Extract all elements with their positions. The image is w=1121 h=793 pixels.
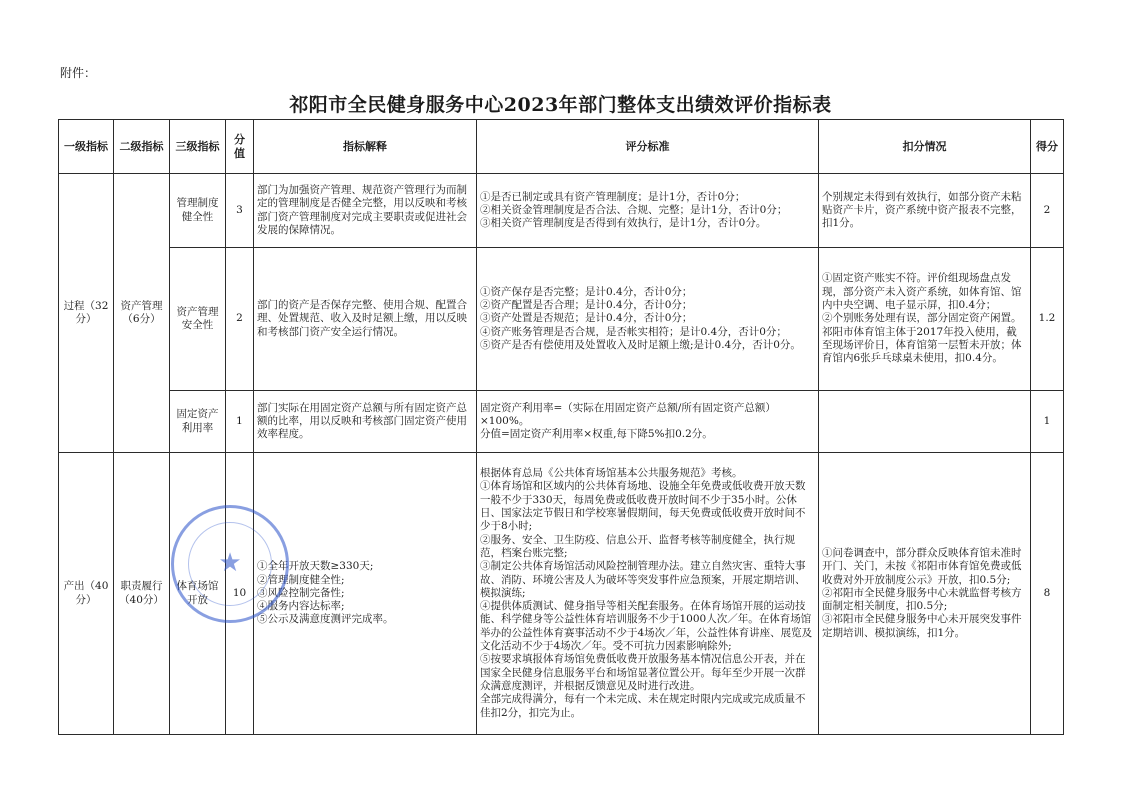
explanation-line: ①全年开放天数≥330天; bbox=[257, 560, 374, 573]
criteria-line: ①是否已制定或具有资产管理制度；是计1分，否计0分； bbox=[480, 190, 746, 203]
table-row bbox=[59, 248, 1064, 391]
table-row bbox=[59, 174, 1064, 248]
output-level2: 职责履行（40分） bbox=[114, 453, 170, 735]
deduction-cell bbox=[819, 248, 1031, 391]
criteria-line: ⑤资产是否有偿使用及处置收入及时足额上缴;是计0.4分，否计0分。 bbox=[480, 338, 801, 351]
level3-cell: 体育场馆开放 bbox=[170, 453, 226, 735]
attachment-label: 附件： bbox=[60, 66, 97, 80]
criteria-line: ②服务、安全、卫生防疫、信息公开、监督考核等制度健全，执行规范，档案台账完整; bbox=[480, 533, 795, 559]
level3-cell: 管理制度健全性 bbox=[170, 174, 226, 248]
explanation-line: ③风险控制完备性; bbox=[257, 586, 345, 599]
process-level1: 过程（32分） bbox=[59, 174, 114, 453]
output-level1: 产出（40分） bbox=[59, 453, 114, 735]
header-criteria: 评分标准 bbox=[477, 120, 819, 174]
criteria-line: ⑤按要求填报体育场馆免费低收费开放服务基本情况信息公开表，并在国家全民健身信息服务平台和场馆显著位置公开。每年至少开展一次群众满意度测评，并根据反馈意见及时进行改进。 bbox=[480, 653, 806, 692]
header-got: 得分 bbox=[1031, 120, 1064, 174]
criteria-line: ③相关资产管理制度是否得到有效执行，是计1分，否计0分。 bbox=[480, 217, 767, 230]
deduction-line: ③祁阳市全民健身服务中心未开展突发事件定期培训、模拟演练，扣1分。 bbox=[822, 613, 1022, 639]
deduction-cell bbox=[819, 391, 1031, 453]
explanation-line: ②管理制度健全性; bbox=[257, 573, 345, 586]
got-cell: 2 bbox=[1031, 174, 1064, 248]
explanation-cell: 部门的资产是否保存完整、使用合规、配置合理、处置规范、收入及时足额上缴，用以反映和考核部门资产安全运行情况。 bbox=[254, 248, 477, 391]
score-cell: 1 bbox=[226, 391, 254, 453]
criteria-line: ④资产账务管理是否合规，是否帐实相符；是计0.4分，否计0分； bbox=[480, 325, 787, 338]
header-explanation: 指标解释 bbox=[254, 120, 477, 174]
criteria-cell bbox=[477, 248, 819, 391]
criteria-line: 分值=固定资产利用率×权重,每下降5%扣0.2分。 bbox=[480, 428, 713, 441]
document-title: 祁阳市全民健身服务中心2023年部门整体支出绩效评价指标表 bbox=[289, 94, 832, 116]
deduction-cell: 个别规定未得到有效执行，如部分资产未粘贴资产卡片，资产系统中资产报表不完整，扣1分。 bbox=[819, 174, 1031, 248]
score-cell: 10 bbox=[226, 453, 254, 735]
criteria-line: ②资产配置是否合理；是计0.4分，否计0分； bbox=[480, 299, 693, 312]
criteria-cell bbox=[477, 453, 819, 735]
explanation-line: ④服务内容达标率; bbox=[257, 600, 345, 613]
header-level2: 二级指标 bbox=[114, 120, 170, 174]
header-deduction: 扣分情况 bbox=[819, 120, 1031, 174]
deduction-cell bbox=[819, 453, 1031, 735]
criteria-line: ④提供体质测试、健身指导等相关配套服务。在体育场馆开展的运动技能、科学健身等公益性体育培训服务不少于1000人次／年。在体育场馆举办的公益性体育赛事活动不少于4场次／年，公益性体育讲座、展览及文化活动不少于4场次／年。受不可抗力因素影响除外; bbox=[480, 600, 813, 653]
criteria-line: ③资产处置是否规范；是计0.4分，否计0分； bbox=[480, 312, 693, 325]
criteria-line: 固定资产利用率=（实际在用固定资产总额/所有固定资产总额）×100%。 bbox=[480, 401, 776, 427]
deduction-line: ②祁阳市全民健身服务中心未就监督考核方面制定相关制度，扣0.5分; bbox=[822, 586, 1022, 613]
criteria-cell bbox=[477, 391, 819, 453]
header-score: 分值 bbox=[226, 120, 254, 174]
got-cell: 1 bbox=[1031, 391, 1064, 453]
score-cell: 2 bbox=[226, 248, 254, 391]
level3-cell: 固定资产利用率 bbox=[170, 391, 226, 453]
criteria-line: 全部完成得满分，每有一个未完成、未在规定时限内完成或完成质量不佳扣2分，扣完为止。 bbox=[480, 693, 806, 719]
seal-star-icon: ★ bbox=[218, 548, 242, 578]
got-cell: 1.2 bbox=[1031, 248, 1064, 391]
explanation-cell: 部门实际在用固定资产总额与所有固定资产总额的比率，用以反映和考核部门固定资产使用效率程度。 bbox=[254, 391, 477, 453]
table-header-row bbox=[59, 120, 1064, 174]
score-cell: 3 bbox=[226, 174, 254, 248]
process-level2: 资产管理（6分） bbox=[114, 174, 170, 453]
deduction-line: ①固定资产账实不符。评价组现场盘点发现，部分资产未入资产系统，如体育馆、馆内中央空调、电子显示屏，扣0.4分； bbox=[822, 272, 1022, 312]
explanation-line: ⑤公示及满意度测评完成率。 bbox=[257, 613, 394, 626]
table-row bbox=[59, 391, 1064, 453]
criteria-line: ①资产保存是否完整；是计0.4分，否计0分； bbox=[480, 285, 693, 298]
evaluation-table bbox=[58, 119, 1064, 735]
header-level3: 三级指标 bbox=[170, 120, 226, 174]
criteria-cell bbox=[477, 174, 819, 248]
criteria-line: 根据体育总局《公共体育场馆基本公共服务规范》考核。 bbox=[480, 467, 743, 480]
deduction-line: ①问卷调查中，部分群众反映体育馆未准时开门、关门，未按《祁阳市体育馆免费或低收费对外开放制度公示》开放，扣0.5分; bbox=[822, 546, 1022, 586]
criteria-line: ②相关资金管理制度是否合法、合规、完整；是计1分，否计0分； bbox=[480, 203, 788, 216]
explanation-cell bbox=[254, 453, 477, 735]
official-seal bbox=[171, 505, 289, 623]
level3-cell: 资产管理安全性 bbox=[170, 248, 226, 391]
deduction-line: ②个别账务处理有误，部分固定资产闲置。祁阳市体育馆主体于2017年投入使用，截至现场评价日，体育馆第一层暂未开放；体育馆内6张乒乓球桌未使用，扣0.4分。 bbox=[822, 312, 1022, 365]
got-cell: 8 bbox=[1031, 453, 1064, 735]
criteria-line: ①体育场馆和区域内的公共体育场地、设施全年免费或低收费开放天数一般不少于330天，每周免费或低收费开放时间不少于35小时。公休日、国家法定节假日和学校寒暑假期间，每天免费或低收费开放时间不少于8小时; bbox=[480, 480, 806, 533]
criteria-line: ③制定公共体育场馆活动风险控制管理办法。建立自然灾害、重特大事故、消防、环境公害及人为破坏等突发事件应急预案，开展定期培训、模拟演练; bbox=[480, 560, 806, 599]
explanation-cell: 部门为加强资产管理、规范资产管理行为而制定的管理制度是否健全完整，用以反映和考核部门资产管理制度对完成主要职责或促进社会发展的保障情况。 bbox=[254, 174, 477, 248]
header-level1: 一级指标 bbox=[59, 120, 114, 174]
